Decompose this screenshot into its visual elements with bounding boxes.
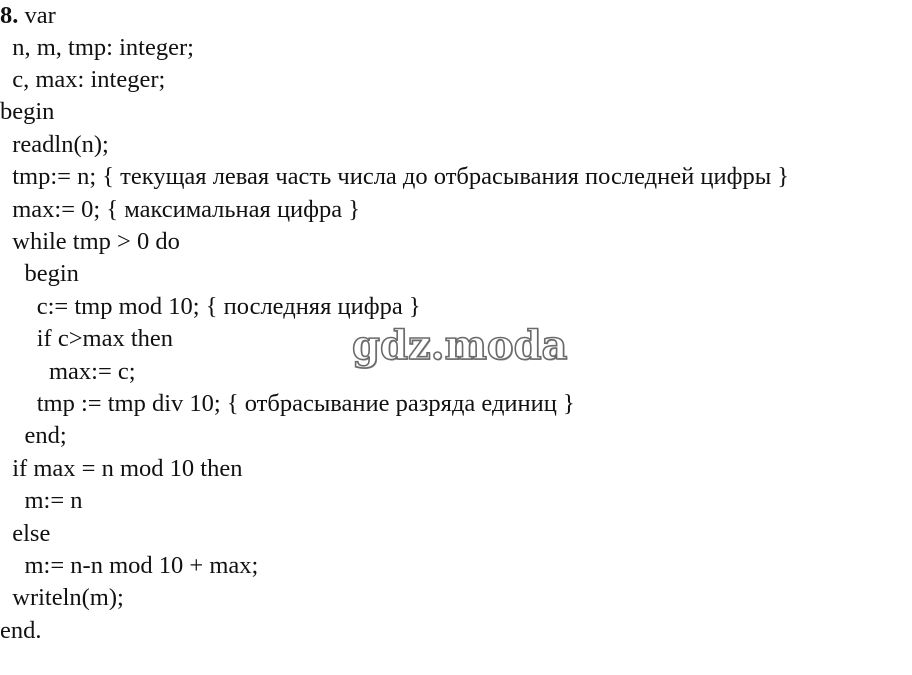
code-line-7: max:= 0; { максимальная цифра } <box>0 196 361 223</box>
code-line-8: while tmp > 0 do <box>0 228 180 255</box>
code-line-20: end. <box>0 617 42 644</box>
code-line-15: if max = n mod 10 then <box>0 455 243 482</box>
code-line-13: tmp := tmp div 10; { отбрасывание разряда единиц } <box>0 390 575 417</box>
code-line-4: begin <box>0 98 55 125</box>
code-line-12: max:= c; <box>0 358 136 385</box>
code-line-1 <box>0 0 56 32</box>
code-line-5: readln(n); <box>0 131 109 158</box>
code-line-18: m:= n-n mod 10 + max; <box>0 552 259 579</box>
code-line-11: if c>max then <box>0 325 174 352</box>
watermark-logo: gdz.moda <box>352 322 568 369</box>
code-line-9: begin <box>0 260 79 287</box>
problem-number: 8. <box>0 2 19 29</box>
code-line-6: tmp:= n; { текущая левая часть числа до отбрасывания последней цифры } <box>0 163 790 190</box>
code-line-19: writeln(m); <box>0 584 124 611</box>
code-line-16: m:= n <box>0 487 83 514</box>
code-line-2: n, m, tmp: integer; <box>0 34 194 61</box>
code-line-10: c:= tmp mod 10; { последняя цифра } <box>0 293 421 320</box>
code-line-14: end; <box>0 422 67 449</box>
code-line-text: var <box>24 2 56 29</box>
code-line-3: c, max: integer; <box>0 66 166 93</box>
code-line-17: else <box>0 520 51 547</box>
